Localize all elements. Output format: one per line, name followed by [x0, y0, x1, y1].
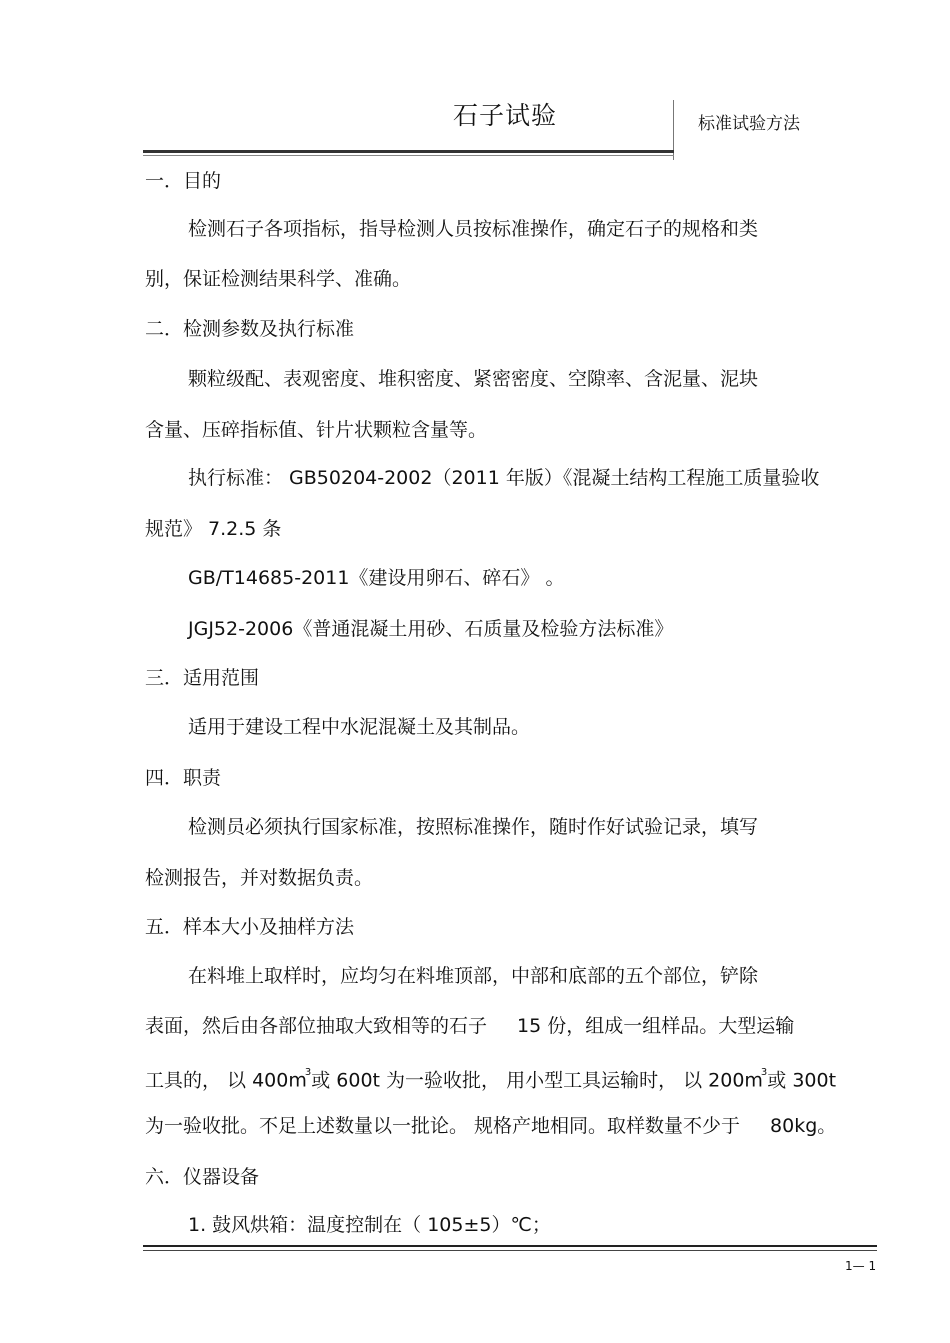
- paragraph: JGJ52-2006《普通混凝土用砂、石质量及检验方法标准》: [188, 618, 674, 640]
- paragraph: 1. 鼓风烘箱：温度控制在（ 105±5）℃；: [188, 1214, 551, 1236]
- text-run: 15 份，组成一组样品。大型运输: [517, 1015, 795, 1037]
- header-rule: [143, 150, 674, 153]
- text-run: 或 600t 为一验收批， 用小型工具运输时， 以 200m: [311, 1069, 763, 1092]
- paragraph: 含量、压碎指标值、针片状颗粒含量等。: [145, 419, 488, 441]
- paragraph: [145, 1013, 794, 1039]
- section-heading-purpose: 一．目的: [145, 170, 222, 192]
- footer-rule: [143, 1245, 877, 1247]
- section-heading-scope: 三．适用范围: [145, 667, 260, 689]
- footer-rule-thin: [143, 1250, 877, 1251]
- document-title: 石子试验: [453, 101, 558, 130]
- paragraph: 在料堆上取样时，应均匀在料堆顶部，中部和底部的五个部位，铲除: [188, 965, 759, 987]
- paragraph: 检测报告，并对数据负责。: [145, 867, 374, 889]
- paragraph: 规范》 7.2.5 条: [145, 518, 282, 540]
- header-rule-thin: [143, 155, 674, 156]
- section-heading-duties: 四．职责: [145, 767, 222, 789]
- section-heading-sampling: 五．样本大小及抽样方法: [145, 916, 355, 938]
- text-run: 或 300t: [767, 1069, 837, 1092]
- paragraph: GB/T14685-2011《建设用卵石、碎石》 。: [188, 567, 565, 589]
- text-run: 为一验收批。不足上述数量以一批论。 规格产地相同。取样数量不少于: [145, 1115, 741, 1137]
- superscript: 3: [304, 1067, 312, 1078]
- paragraph: 检测石子各项指标，指导检测人员按标准操作，确定石子的规格和类: [188, 218, 759, 240]
- paragraph: 检测员必须执行国家标准，按照标准操作，随时作好试验记录，填写: [188, 816, 759, 838]
- paragraph: [145, 1064, 836, 1093]
- superscript: 3: [760, 1067, 768, 1078]
- page-number: 1— 1: [845, 1259, 877, 1273]
- text-run: 80kg。: [770, 1115, 837, 1137]
- section-heading-parameters: 二．检测参数及执行标准: [145, 318, 355, 340]
- header-category-label: 标准试验方法: [698, 114, 800, 134]
- text-run: 表面，然后由各部位抽取大致相等的石子: [145, 1015, 488, 1037]
- paragraph: 执行标准： GB50204-2002（2011 年版）《混凝土结构工程施工质量验收: [188, 467, 820, 489]
- paragraph: 别，保证检测结果科学、准确。: [145, 268, 412, 290]
- paragraph: [145, 1113, 836, 1139]
- text-run: 工具的， 以 400m: [145, 1069, 307, 1092]
- paragraph: 适用于建设工程中水泥混凝土及其制品。: [188, 716, 531, 738]
- paragraph: 颗粒级配、表观密度、堆积密度、紧密密度、空隙率、含泥量、泥块: [188, 368, 759, 390]
- section-heading-equipment: 六．仪器设备: [145, 1166, 260, 1188]
